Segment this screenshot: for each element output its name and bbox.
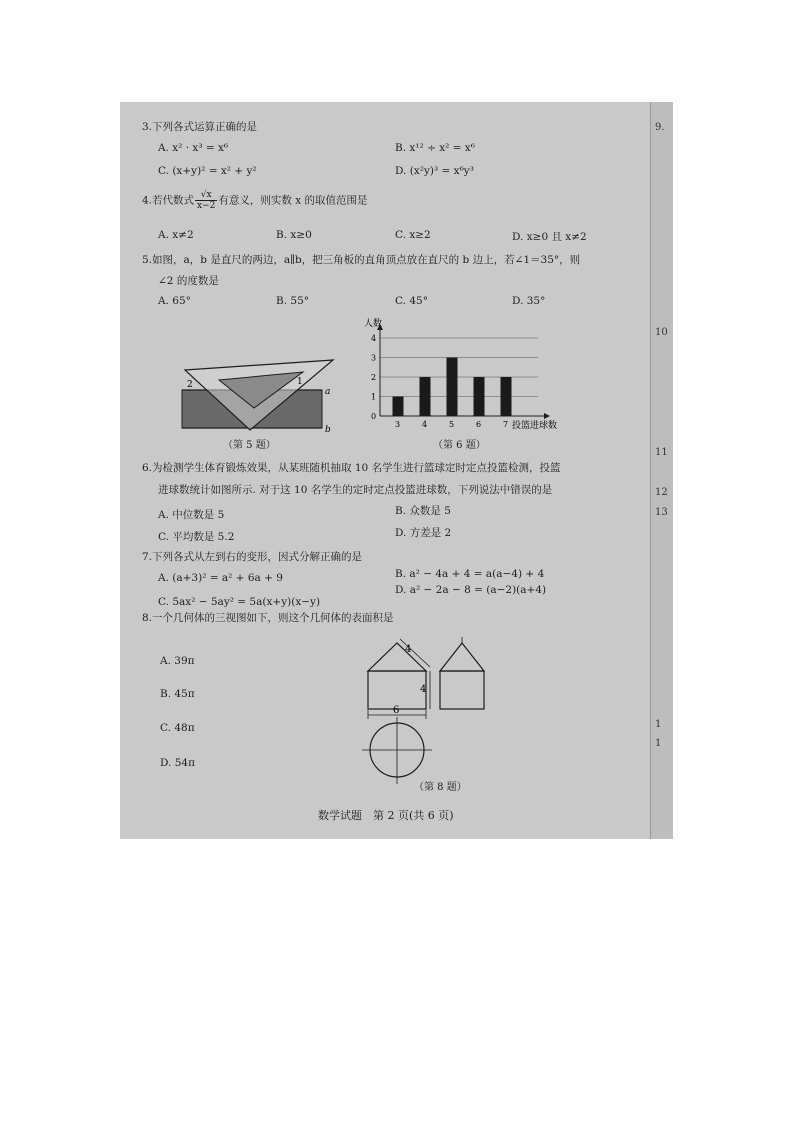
figure-5-ruler-triangle	[175, 350, 345, 436]
edge-number: 11	[655, 447, 668, 458]
q4-stem-pre: 4.若代数式	[142, 194, 195, 207]
q3-stem: 3.下列各式运算正确的是	[142, 121, 258, 133]
edge-number: 1	[655, 719, 662, 730]
dimension-slant	[400, 639, 430, 667]
dimension-width	[368, 705, 426, 719]
q7-option-b: B. a² − 4a + 4 = a(a−4) + 4	[395, 568, 545, 580]
q5-stem-line2: ∠2 的度数是	[158, 275, 219, 287]
q6-option-c: C. 平均数是 5.2	[158, 531, 235, 543]
q5-option-a: A. 65°	[158, 295, 191, 307]
dim-height-label: 4	[420, 684, 427, 695]
top-view	[362, 717, 432, 784]
y-tick-label: 4	[371, 334, 377, 343]
q3-option-d: D. (x²y)³ = x⁶y³	[395, 165, 474, 177]
q6-option-a: A. 中位数是 5	[158, 509, 225, 521]
bar-6	[474, 377, 485, 416]
q4-option-b: B. x≥0	[276, 229, 312, 241]
q6-stem-line1: 6.为检测学生体育锻炼效果，从某班随机抽取 10 名学生进行篮球定时定点投篮检测，投篮	[142, 462, 561, 474]
dim-slant-label: 4	[405, 644, 412, 655]
edge-number: 12	[655, 487, 668, 498]
figure-6-bar-chart	[358, 312, 583, 434]
q5-option-b: B. 55°	[276, 295, 310, 307]
dimension-height	[420, 671, 430, 709]
y-tick-label: 0	[371, 412, 377, 421]
x-tick-label: 3	[395, 420, 401, 429]
q6-option-b: B. 众数是 5	[395, 505, 451, 517]
q7-option-c: C. 5ax² − 5ay² = 5a(x+y)(x−y)	[158, 596, 321, 608]
q4-stem-post: 有意义，则实数 x 的取值范围是	[218, 194, 368, 207]
q6-option-d: D. 方差是 2	[395, 527, 452, 539]
q3-option-b: B. x¹² ÷ x² = x⁶	[395, 142, 475, 154]
angle-1-label: 1	[297, 377, 303, 387]
dim-width-label: 6	[393, 705, 400, 716]
q8-option-c: C. 48π	[160, 722, 195, 734]
x-tick-label: 5	[449, 420, 455, 429]
edge-number: 1	[655, 738, 662, 749]
edge-number: 13	[655, 507, 668, 518]
x-tick-label: 6	[476, 420, 482, 429]
x-axis-title: 投篮进球数	[512, 421, 558, 431]
edge-number: 10	[655, 327, 668, 338]
adjacent-page-edge	[650, 102, 673, 839]
figure-8-three-views	[360, 637, 500, 789]
q6-stem-line2: 进球数统计如图所示. 对于这 10 名学生的定时定点投篮进球数，下列说法中错误的是	[158, 484, 553, 496]
q8-option-d: D. 54π	[160, 757, 195, 769]
q4-fraction-denominator: x−2	[197, 201, 216, 211]
q4-option-d: D. x≥0 且 x≠2	[512, 231, 587, 243]
x-tick-label: 4	[422, 420, 428, 429]
q8-option-a: A. 39π	[160, 655, 195, 667]
y-tick-label: 2	[371, 373, 377, 382]
y-axis-title: 人数	[364, 319, 383, 329]
q8-option-b: B. 45π	[160, 688, 195, 700]
q7-option-d: D. a² − 2a − 8 = (a−2)(a+4)	[395, 584, 547, 596]
x-tick-label: 7	[503, 420, 509, 429]
q3-option-a: A. x² · x³ = x⁶	[158, 142, 229, 154]
q5-option-d: D. 35°	[512, 295, 546, 307]
page-footer: 数学试题 第 2 页(共 6 页)	[318, 809, 454, 822]
line-a-label: a	[325, 387, 331, 397]
q4-fraction	[195, 190, 217, 211]
figure-6-caption: （第 6 题）	[433, 440, 486, 451]
q7-option-a: A. (a+3)² = a² + 6a + 9	[158, 572, 283, 584]
q5-stem-line1: 5.如图，a，b 是直尺的两边，a∥b，把三角板的直角顶点放在直尺的 b 边上，若∠1＝35°，则	[142, 254, 581, 266]
scanned-exam-page	[120, 102, 673, 839]
y-tick-label: 3	[371, 353, 377, 363]
q4-stem	[142, 190, 367, 211]
q8-stem: 8.一个几何体的三视图如下，则这个几何体的表面积是	[142, 612, 394, 624]
q3-option-c: C. (x+y)² = x² + y²	[158, 165, 257, 177]
y-tick-label: 1	[371, 392, 377, 402]
q4-option-c: C. x≥2	[395, 229, 431, 241]
line-b-label: b	[325, 425, 331, 435]
side-view	[440, 637, 484, 709]
q4-option-a: A. x≠2	[158, 229, 194, 241]
q4-fraction-numerator: √x	[195, 190, 217, 201]
q7-stem: 7.下列各式从左到右的变形，因式分解正确的是	[142, 551, 363, 563]
figure-8-caption: （第 8 题）	[414, 782, 467, 793]
front-view	[368, 643, 426, 709]
bar-5	[447, 358, 458, 417]
bar-3	[393, 397, 404, 417]
x-axis-arrow	[544, 413, 550, 419]
figure-5-caption: （第 5 题）	[223, 440, 276, 451]
bar-4	[420, 377, 431, 416]
edge-number: 9.	[655, 122, 665, 133]
angle-2-label: 2	[187, 380, 193, 390]
q5-option-c: C. 45°	[395, 295, 428, 307]
bar-7	[501, 377, 512, 416]
